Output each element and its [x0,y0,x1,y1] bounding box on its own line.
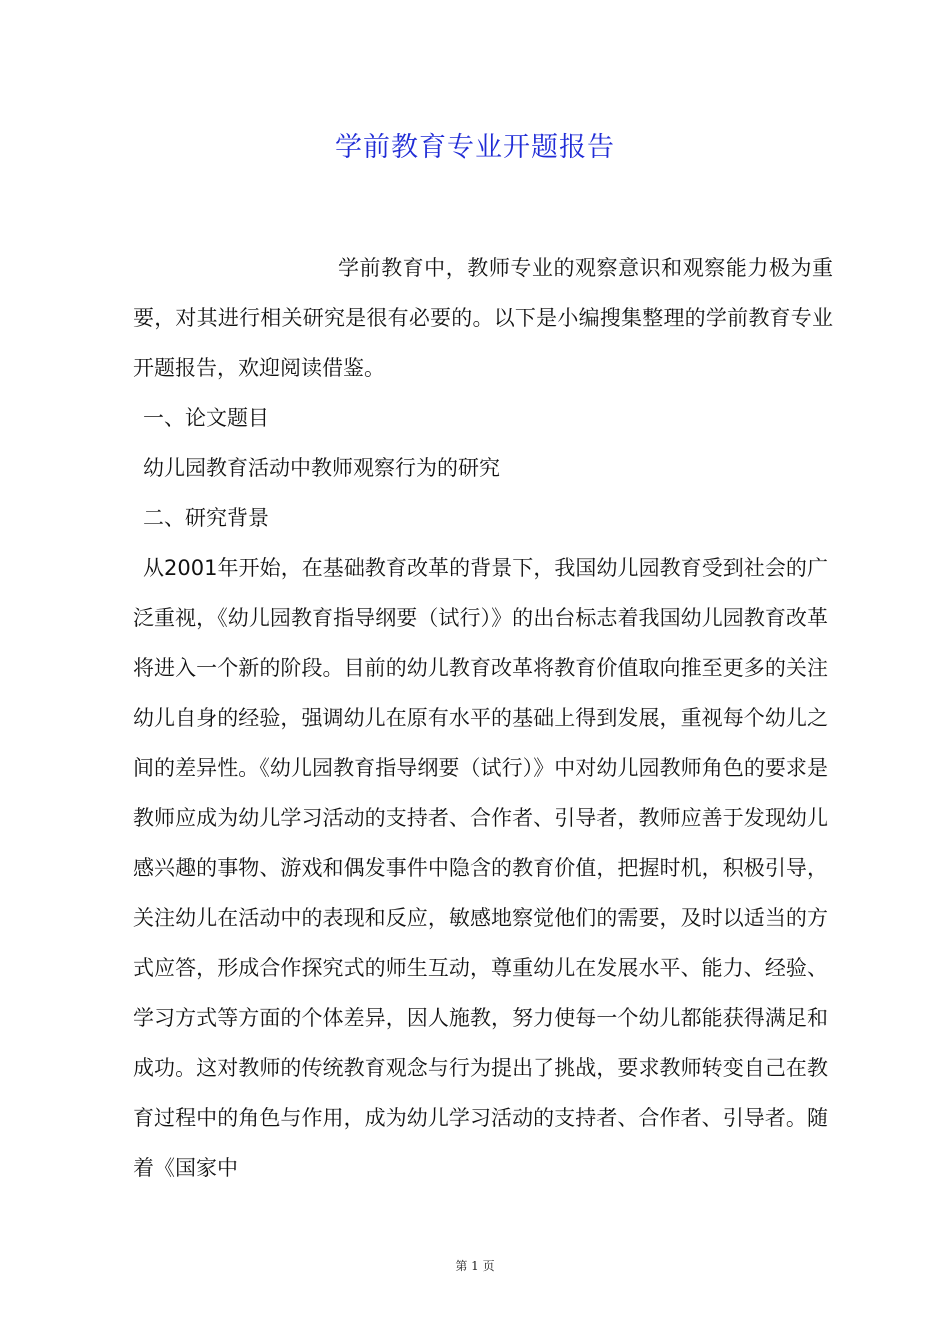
page-number: 第 1 页 [455,1259,495,1273]
intro-paragraph: 学前教育中，教师专业的观察意识和观察能力极为重要，对其进行相关研究是很有必要的。以下是小编搜集整理的学前教育专业开题报告，欢迎阅读借鉴。 [133,256,833,380]
section-heading-topic: 一、论文题目 [143,406,269,430]
thesis-topic: 幼儿园教育活动中教师观察行为的研究 [143,456,500,480]
section-heading-background: 二、研究背景 [143,506,269,530]
background-paragraph: 从2001年开始，在基础教育改革的背景下，我国幼儿园教育受到社会的广泛重视，《幼儿园教育指导纲要（试行）》的出台标志着我国幼儿园教育改革将进入一个新的阶段。目前的幼儿教育改革将教育价值取向推至更多的关注幼儿自身的经验，强调幼儿在原有水平的基础上得到发展，重视每个幼儿之间的差异性。《幼儿园教育指导纲要（试行）》中对幼儿园教师角色的要求是教师应成为幼儿学习活动的支持者、合作者、引导者，教师应善于发现幼儿感兴趣的事物、游戏和偶发事件中隐含的教育价值，把握时机，积极引导，关注幼儿在活动中的表现和反应，敏感地察觉他们的需要，及时以适当的方式应答，形成合作探究式的师生互动，尊重幼儿在发展水平、能力、经验、学习方式等方面的个体差异，因人施教，努力使每一个幼儿都能获得满足和成功。这对教师的传统教育观念与行为提出了挑战，要求教师转变自己在教育过程中的角色与作用，成为幼儿学习活动的支持者、合作者、引导者。随着《国家中 [133,556,828,1180]
document-title: 学前教育专业开题报告 [335,132,615,163]
